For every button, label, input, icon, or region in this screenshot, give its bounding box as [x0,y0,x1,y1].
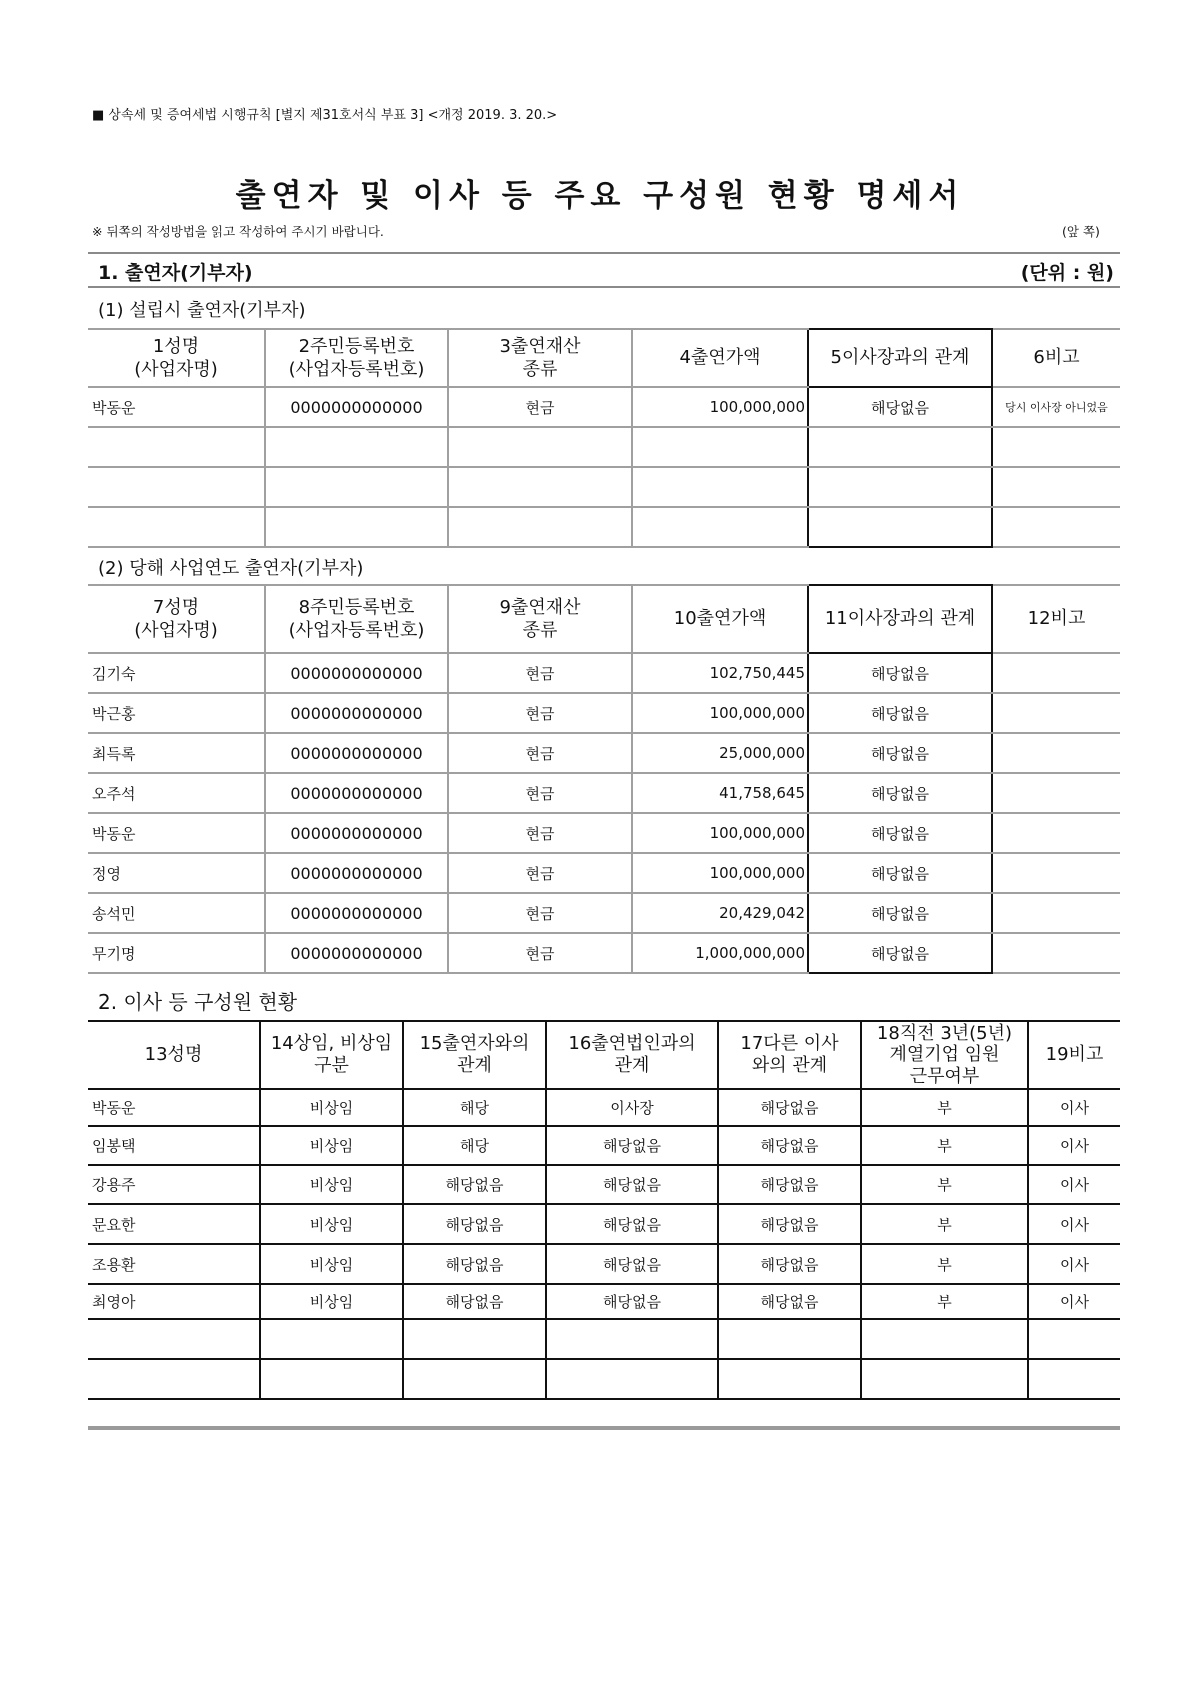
cell-tenure [260,1319,403,1359]
cell-asset-type: 현금 [448,773,632,813]
cell-amount: 41,758,645 [632,773,808,813]
table-row [88,893,1120,933]
cell-remarks [992,467,1120,507]
cell-name: 정영 [88,853,265,893]
table-row [88,813,1120,853]
cell-asset-type: 현금 [448,853,632,893]
col-header-amount: 4출연가액 [632,329,808,387]
cell-name: 송석민 [88,893,265,933]
cell-amount [632,427,808,467]
cell-name: 박동운 [88,387,265,427]
cell-name: 박동운 [88,813,265,853]
cell-corp-relation: 해당없음 [546,1244,718,1284]
cell-remarks [992,933,1120,973]
cell-director-relation: 해당없음 [718,1284,861,1319]
cell-name: 무기명 [88,933,265,973]
cell-asset-type [448,427,632,467]
table-row [88,427,1120,467]
cell-asset-type: 현금 [448,933,632,973]
cell-name: 박동운 [88,1089,260,1126]
cell-relation: 해당없음 [808,893,992,933]
col-header-id: 2주민등록번호 (사업자등록번호) [265,329,448,387]
cell-name [88,1359,260,1399]
cell-asset-type [448,507,632,547]
cell-relation [808,427,992,467]
cell-relation: 해당없음 [808,693,992,733]
cell-amount: 1,000,000,000 [632,933,808,973]
cell-id: 0000000000000 [265,853,448,893]
cell-asset-type: 현금 [448,733,632,773]
table-row [88,467,1120,507]
col-header-amount: 10출연가액 [632,585,808,653]
cell-id: 0000000000000 [265,893,448,933]
cell-director-relation: 해당없음 [718,1204,861,1244]
cell-amount [632,467,808,507]
cell-id [265,467,448,507]
cell-relation: 해당없음 [808,733,992,773]
page-side-label: (앞 쪽) [1062,224,1100,239]
cell-remarks [992,693,1120,733]
table-header-row [88,585,1120,653]
cell-name [88,507,265,547]
table-row [88,773,1120,813]
table-row [88,1089,1120,1126]
cell-contributor-relation [403,1359,546,1399]
cell-contributor-relation: 해당없음 [403,1165,546,1204]
cell-affiliate-officer: 부 [861,1165,1028,1204]
unit-label: (단위 : 원) [1020,262,1114,284]
table-row [88,1165,1120,1204]
cell-tenure [260,1359,403,1399]
cell-contributor-relation: 해당없음 [403,1244,546,1284]
cell-director-relation: 해당없음 [718,1165,861,1204]
cell-director-relation: 해당없음 [718,1126,861,1165]
table-header-row [88,329,1120,387]
cell-id: 0000000000000 [265,387,448,427]
section1-header [88,252,1120,288]
cell-name [88,467,265,507]
cell-id: 0000000000000 [265,733,448,773]
cell-amount: 20,429,042 [632,893,808,933]
cell-remarks: 이사 [1028,1284,1120,1319]
col-header-relation: 5이사장과의 관계 [808,329,992,387]
table-row [88,1319,1120,1359]
cell-asset-type: 현금 [448,387,632,427]
cell-corp-relation [546,1319,718,1359]
cell-relation [808,467,992,507]
cell-remarks [992,893,1120,933]
cell-id [265,427,448,467]
col-header-relation: 11이사장과의 관계 [808,585,992,653]
cell-name [88,1319,260,1359]
cell-tenure: 비상임 [260,1284,403,1319]
regulation-line: ■ 상속세 및 증여세법 시행규칙 [별지 제31호서식 부표 3] <개정 2019. 3. 20.> [92,108,558,123]
cell-affiliate-officer: 부 [861,1284,1028,1319]
cell-director-relation [718,1319,861,1359]
cell-id: 0000000000000 [265,653,448,693]
cell-remarks: 당시 이사장 아니었음 [992,387,1120,427]
cell-relation: 해당없음 [808,387,992,427]
col-header-remarks: 19비고 [1028,1021,1120,1089]
current-year-contributors-table [88,584,1120,974]
cell-remarks: 이사 [1028,1165,1120,1204]
founding-contributors-table [88,328,1120,548]
cell-tenure: 비상임 [260,1126,403,1165]
cell-affiliate-officer: 부 [861,1126,1028,1165]
cell-amount: 100,000,000 [632,387,808,427]
col-header-tenure: 14상임, 비상임 구분 [260,1021,403,1089]
cell-affiliate-officer: 부 [861,1244,1028,1284]
cell-tenure: 비상임 [260,1089,403,1126]
cell-contributor-relation: 해당 [403,1126,546,1165]
section1-heading: 1. 출연자(기부자) [98,262,253,284]
cell-name: 오주석 [88,773,265,813]
cell-corp-relation: 해당없음 [546,1126,718,1165]
cell-amount: 100,000,000 [632,693,808,733]
table-header-row [88,1021,1120,1089]
cell-remarks [992,427,1120,467]
cell-asset-type [448,467,632,507]
cell-name: 강용주 [88,1165,260,1204]
cell-asset-type: 현금 [448,893,632,933]
cell-name: 최영아 [88,1284,260,1319]
col-header-corp-relation: 16출연법인과의 관계 [546,1021,718,1089]
cell-name [88,427,265,467]
table-row [88,1126,1120,1165]
table-row [88,933,1120,973]
cell-asset-type: 현금 [448,693,632,733]
cell-affiliate-officer [861,1319,1028,1359]
col-header-id: 8주민등록번호 (사업자등록번호) [265,585,448,653]
cell-name: 문요한 [88,1204,260,1244]
sub1-heading: (1) 설립시 출연자(기부자) [98,300,306,321]
col-header-director-relation: 17다른 이사 와의 관계 [718,1021,861,1089]
cell-remarks [992,653,1120,693]
cell-amount: 102,750,445 [632,653,808,693]
cell-corp-relation [546,1359,718,1399]
cell-relation [808,507,992,547]
cell-name: 최득록 [88,733,265,773]
table-row [88,733,1120,773]
cell-contributor-relation: 해당없음 [403,1204,546,1244]
table-row [88,653,1120,693]
cell-remarks [992,507,1120,547]
cell-remarks [1028,1359,1120,1399]
table-row [88,1359,1120,1399]
cell-name: 김기숙 [88,653,265,693]
table-row [88,507,1120,547]
cell-amount [632,507,808,547]
instruction-note: ※ 뒤쪽의 작성방법을 읽고 작성하여 주시기 바랍니다. [92,224,384,239]
cell-contributor-relation [403,1319,546,1359]
cell-affiliate-officer: 부 [861,1204,1028,1244]
cell-remarks [992,733,1120,773]
cell-amount: 100,000,000 [632,853,808,893]
directors-table [88,1020,1120,1400]
cell-remarks: 이사 [1028,1204,1120,1244]
section2-heading: 2. 이사 등 구성원 현황 [98,990,298,1014]
table-row [88,1244,1120,1284]
cell-director-relation: 해당없음 [718,1244,861,1284]
cell-affiliate-officer [861,1359,1028,1399]
cell-asset-type: 현금 [448,813,632,853]
col-header-name: 7성명 (사업자명) [88,585,265,653]
cell-id: 0000000000000 [265,933,448,973]
cell-affiliate-officer: 부 [861,1089,1028,1126]
table-row [88,853,1120,893]
cell-name: 박근홍 [88,693,265,733]
cell-remarks: 이사 [1028,1244,1120,1284]
col-header-remarks: 12비고 [992,585,1120,653]
cell-contributor-relation: 해당없음 [403,1284,546,1319]
col-header-asset-type: 9출연재산 종류 [448,585,632,653]
col-header-affiliate-officer: 18직전 3년(5년) 계열기업 임원 근무여부 [861,1021,1028,1089]
cell-id [265,507,448,547]
table-row [88,693,1120,733]
cell-name: 임봉택 [88,1126,260,1165]
cell-tenure: 비상임 [260,1165,403,1204]
cell-id: 0000000000000 [265,773,448,813]
cell-amount: 25,000,000 [632,733,808,773]
cell-corp-relation: 해당없음 [546,1284,718,1319]
cell-relation: 해당없음 [808,813,992,853]
cell-asset-type: 현금 [448,653,632,693]
cell-id: 0000000000000 [265,813,448,853]
cell-contributor-relation: 해당 [403,1089,546,1126]
cell-director-relation [718,1359,861,1399]
cell-amount: 100,000,000 [632,813,808,853]
cell-relation: 해당없음 [808,933,992,973]
table-row [88,387,1120,427]
col-header-name: 1성명 (사업자명) [88,329,265,387]
cell-remarks [1028,1319,1120,1359]
col-header-name: 13성명 [88,1021,260,1089]
cell-remarks [992,813,1120,853]
cell-director-relation: 해당없음 [718,1089,861,1126]
col-header-remarks: 6비고 [992,329,1120,387]
cell-remarks [992,853,1120,893]
col-header-contributor-relation: 15출연자와의 관계 [403,1021,546,1089]
cell-corp-relation: 이사장 [546,1089,718,1126]
sub2-heading: (2) 당해 사업연도 출연자(기부자) [98,558,364,579]
col-header-asset-type: 3출연재산 종류 [448,329,632,387]
cell-relation: 해당없음 [808,773,992,813]
document-title: 출연자 및 이사 등 주요 구성원 현황 명세서 [235,178,965,214]
bottom-rule [88,1426,1120,1430]
cell-name: 조용환 [88,1244,260,1284]
cell-relation: 해당없음 [808,853,992,893]
table-row [88,1204,1120,1244]
table-row [88,1284,1120,1319]
cell-remarks: 이사 [1028,1126,1120,1165]
cell-relation: 해당없음 [808,653,992,693]
cell-corp-relation: 해당없음 [546,1165,718,1204]
cell-id: 0000000000000 [265,693,448,733]
cell-remarks: 이사 [1028,1089,1120,1126]
cell-corp-relation: 해당없음 [546,1204,718,1244]
cell-tenure: 비상임 [260,1204,403,1244]
cell-tenure: 비상임 [260,1244,403,1284]
cell-remarks [992,773,1120,813]
